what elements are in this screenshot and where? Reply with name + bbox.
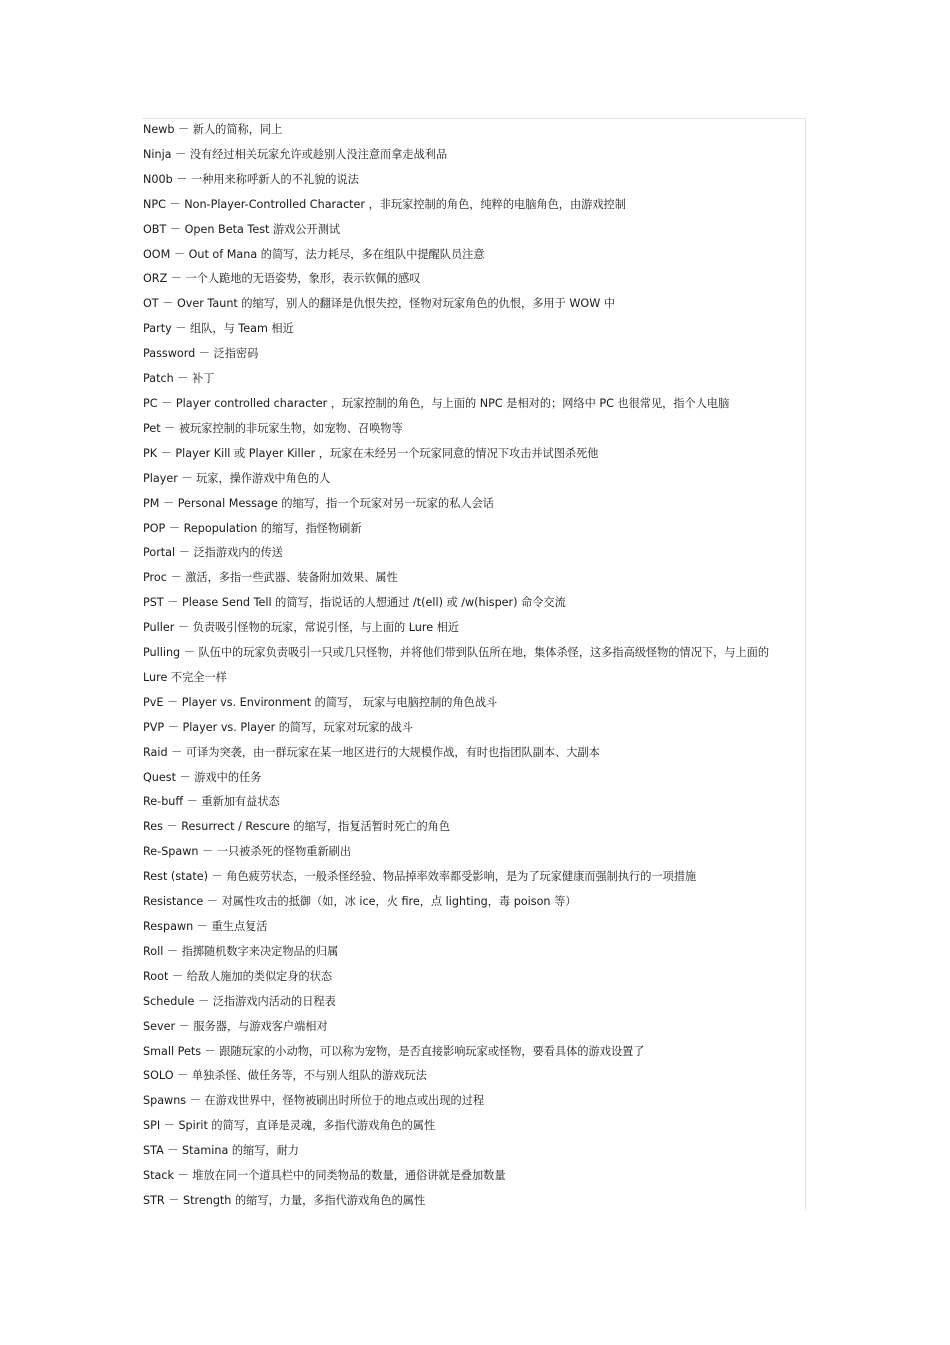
glossary-entry-res: Res － Resurrect / Rescure 的缩写，指复活暂时死亡的角色 — [143, 820, 451, 834]
glossary-entry-spawns: Spawns － 在游戏世界中，怪物被刷出时所位于的地点或出现的过程 — [143, 1094, 485, 1108]
glossary-entry-pet: Pet － 被玩家控制的非玩家生物，如宠物、召唤物等 — [143, 421, 403, 435]
glossary-entry-quest: Quest － 游戏中的任务 — [143, 770, 262, 784]
glossary-entry-pvp: PVP － Player vs. Player 的简写，玩家对玩家的战斗 — [143, 720, 413, 734]
glossary-entry-oom: OOM － Out of Mana 的简写，法力耗尽，多在组队中提醒队员注意 — [143, 247, 485, 261]
glossary-entry-pm: PM － Personal Message 的缩写，指一个玩家对另一玩家的私人会话 — [143, 496, 494, 510]
glossary-entry-portal: Portal － 泛指游戏内的传送 — [143, 546, 283, 560]
glossary-entry-spi: SPI － Spirit 的简写，直译是灵魂，多指代游戏角色的属性 — [143, 1119, 436, 1133]
glossary-entry-puller: Puller － 负责吸引怪物的玩家，常说引怪，与上面的 Lure 相近 — [143, 621, 460, 635]
glossary-entry-small-pets: Small Pets － 跟随玩家的小动物，可以称为宠物，是否直接影响玩家或怪物，要看具体的游戏设置了 — [143, 1044, 645, 1058]
glossary-entry-sta: STA － Stamina 的缩写，耐力 — [143, 1144, 299, 1158]
glossary-entry-obt: OBT － Open Beta Test 游戏公开测试 — [143, 222, 341, 236]
glossary-entry-pk: PK － Player Kill 或 Player Killer ，玩家在未经另一个玩家同意的情况下攻击并试图杀死他 — [143, 446, 599, 460]
glossary-list — [143, 118, 783, 1214]
glossary-entry-password: Password － 泛指密码 — [143, 347, 259, 361]
glossary-entry-newb: Newb － 新人的简称，同上 — [143, 123, 283, 136]
glossary-entry-re-buff: Re-buff － 重新加有益状态 — [143, 795, 280, 809]
glossary-entry-respawn: Respawn － 重生点复活 — [143, 920, 268, 933]
glossary-entry-patch: Patch － 补丁 — [143, 372, 215, 386]
glossary-entry-roll: Roll － 指掷随机数字来决定物品的归属 — [143, 944, 339, 958]
glossary-entry-pst: PST － Please Send Tell 的简写，指说话的人想通过 /t(ell) 或 /w(hisper) 命令交流 — [143, 596, 566, 610]
glossary-entry-player: Player － 玩家，操作游戏中角色的人 — [143, 471, 331, 485]
glossary-entry-schedule: Schedule － 泛指游戏内活动的日程表 — [143, 994, 336, 1008]
glossary-entry-ninja: Ninja － 没有经过相关玩家允许或趁别人没注意而拿走战利品 — [143, 147, 448, 161]
glossary-entry-pve: PvE － Player vs. Environment 的简写， 玩家与电脑控制的角色战斗 — [143, 695, 498, 709]
glossary-entry-npc: NPC － Non-Player-Controlled Character ，非玩家控制的角色，纯粹的电脑角色，由游戏控制 — [143, 197, 626, 211]
glossary-entry-pc: PC － Player controlled character ，玩家控制的角色，与上面的 NPC 是相对的；网络中 PC 也很常见，指个人电脑 — [143, 396, 730, 410]
glossary-entry-proc: Proc － 激活，多指一些武器、装备附加效果、属性 — [143, 571, 398, 585]
glossary-entry-stack: Stack － 堆放在同一个道具栏中的同类物品的数量，通俗讲就是叠加数量 — [143, 1169, 506, 1183]
glossary-entry-party: Party － 组队，与 Team 相近 — [143, 322, 294, 336]
glossary-entry-n00b: N00b － 一种用来称呼新人的不礼貌的说法 — [143, 172, 359, 186]
glossary-entry-ot: OT － Over Taunt 的缩写，别人的翻译是仇恨失控，怪物对玩家角色的仇恨，多用于 WOW 中 — [143, 297, 616, 311]
glossary-entry-raid: Raid － 可译为突袭，由一群玩家在某一地区进行的大规模作战，有时也指团队副本、大副本 — [143, 745, 600, 759]
glossary-entry-str: STR － Strength 的缩写，力量，多指代游戏角色的属性 — [143, 1193, 426, 1207]
glossary-entry-orz: ORZ － 一个人跪地的无语姿势，象形，表示钦佩的感叹 — [143, 272, 421, 286]
glossary-entry-root: Root － 给敌人施加的类似定身的状态 — [143, 969, 333, 983]
glossary-entry-resistance: Resistance － 对属性攻击的抵御（如，冰 ice，火 fire，点 lighting，毒 poison 等） — [143, 895, 577, 909]
glossary-entry-solo: SOLO － 单独杀怪、做任务等，不与别人组队的游戏玩法 — [143, 1069, 427, 1083]
glossary-entry-pop: POP － Repopulation 的缩写，指怪物刷新 — [143, 521, 362, 535]
glossary-entry-pulling: Pulling － 队伍中的玩家负责吸引一只或几只怪物，并将他们带到队伍所在地，集体杀怪，这多指高级怪物的情况下，与上面的 Lure 不完全一样 — [143, 646, 770, 684]
glossary-entry-rest-state: Rest (state) － 角色疲劳状态，一般杀怪经验、物品掉率效率都受影响，是为了玩家健康而强制执行的一项措施 — [143, 870, 697, 884]
glossary-entry-re-spawn: Re-Spawn － 一只被杀死的怪物重新刷出 — [143, 845, 352, 859]
glossary-entry-sever: Sever － 服务器，与游戏客户端相对 — [143, 1019, 328, 1033]
